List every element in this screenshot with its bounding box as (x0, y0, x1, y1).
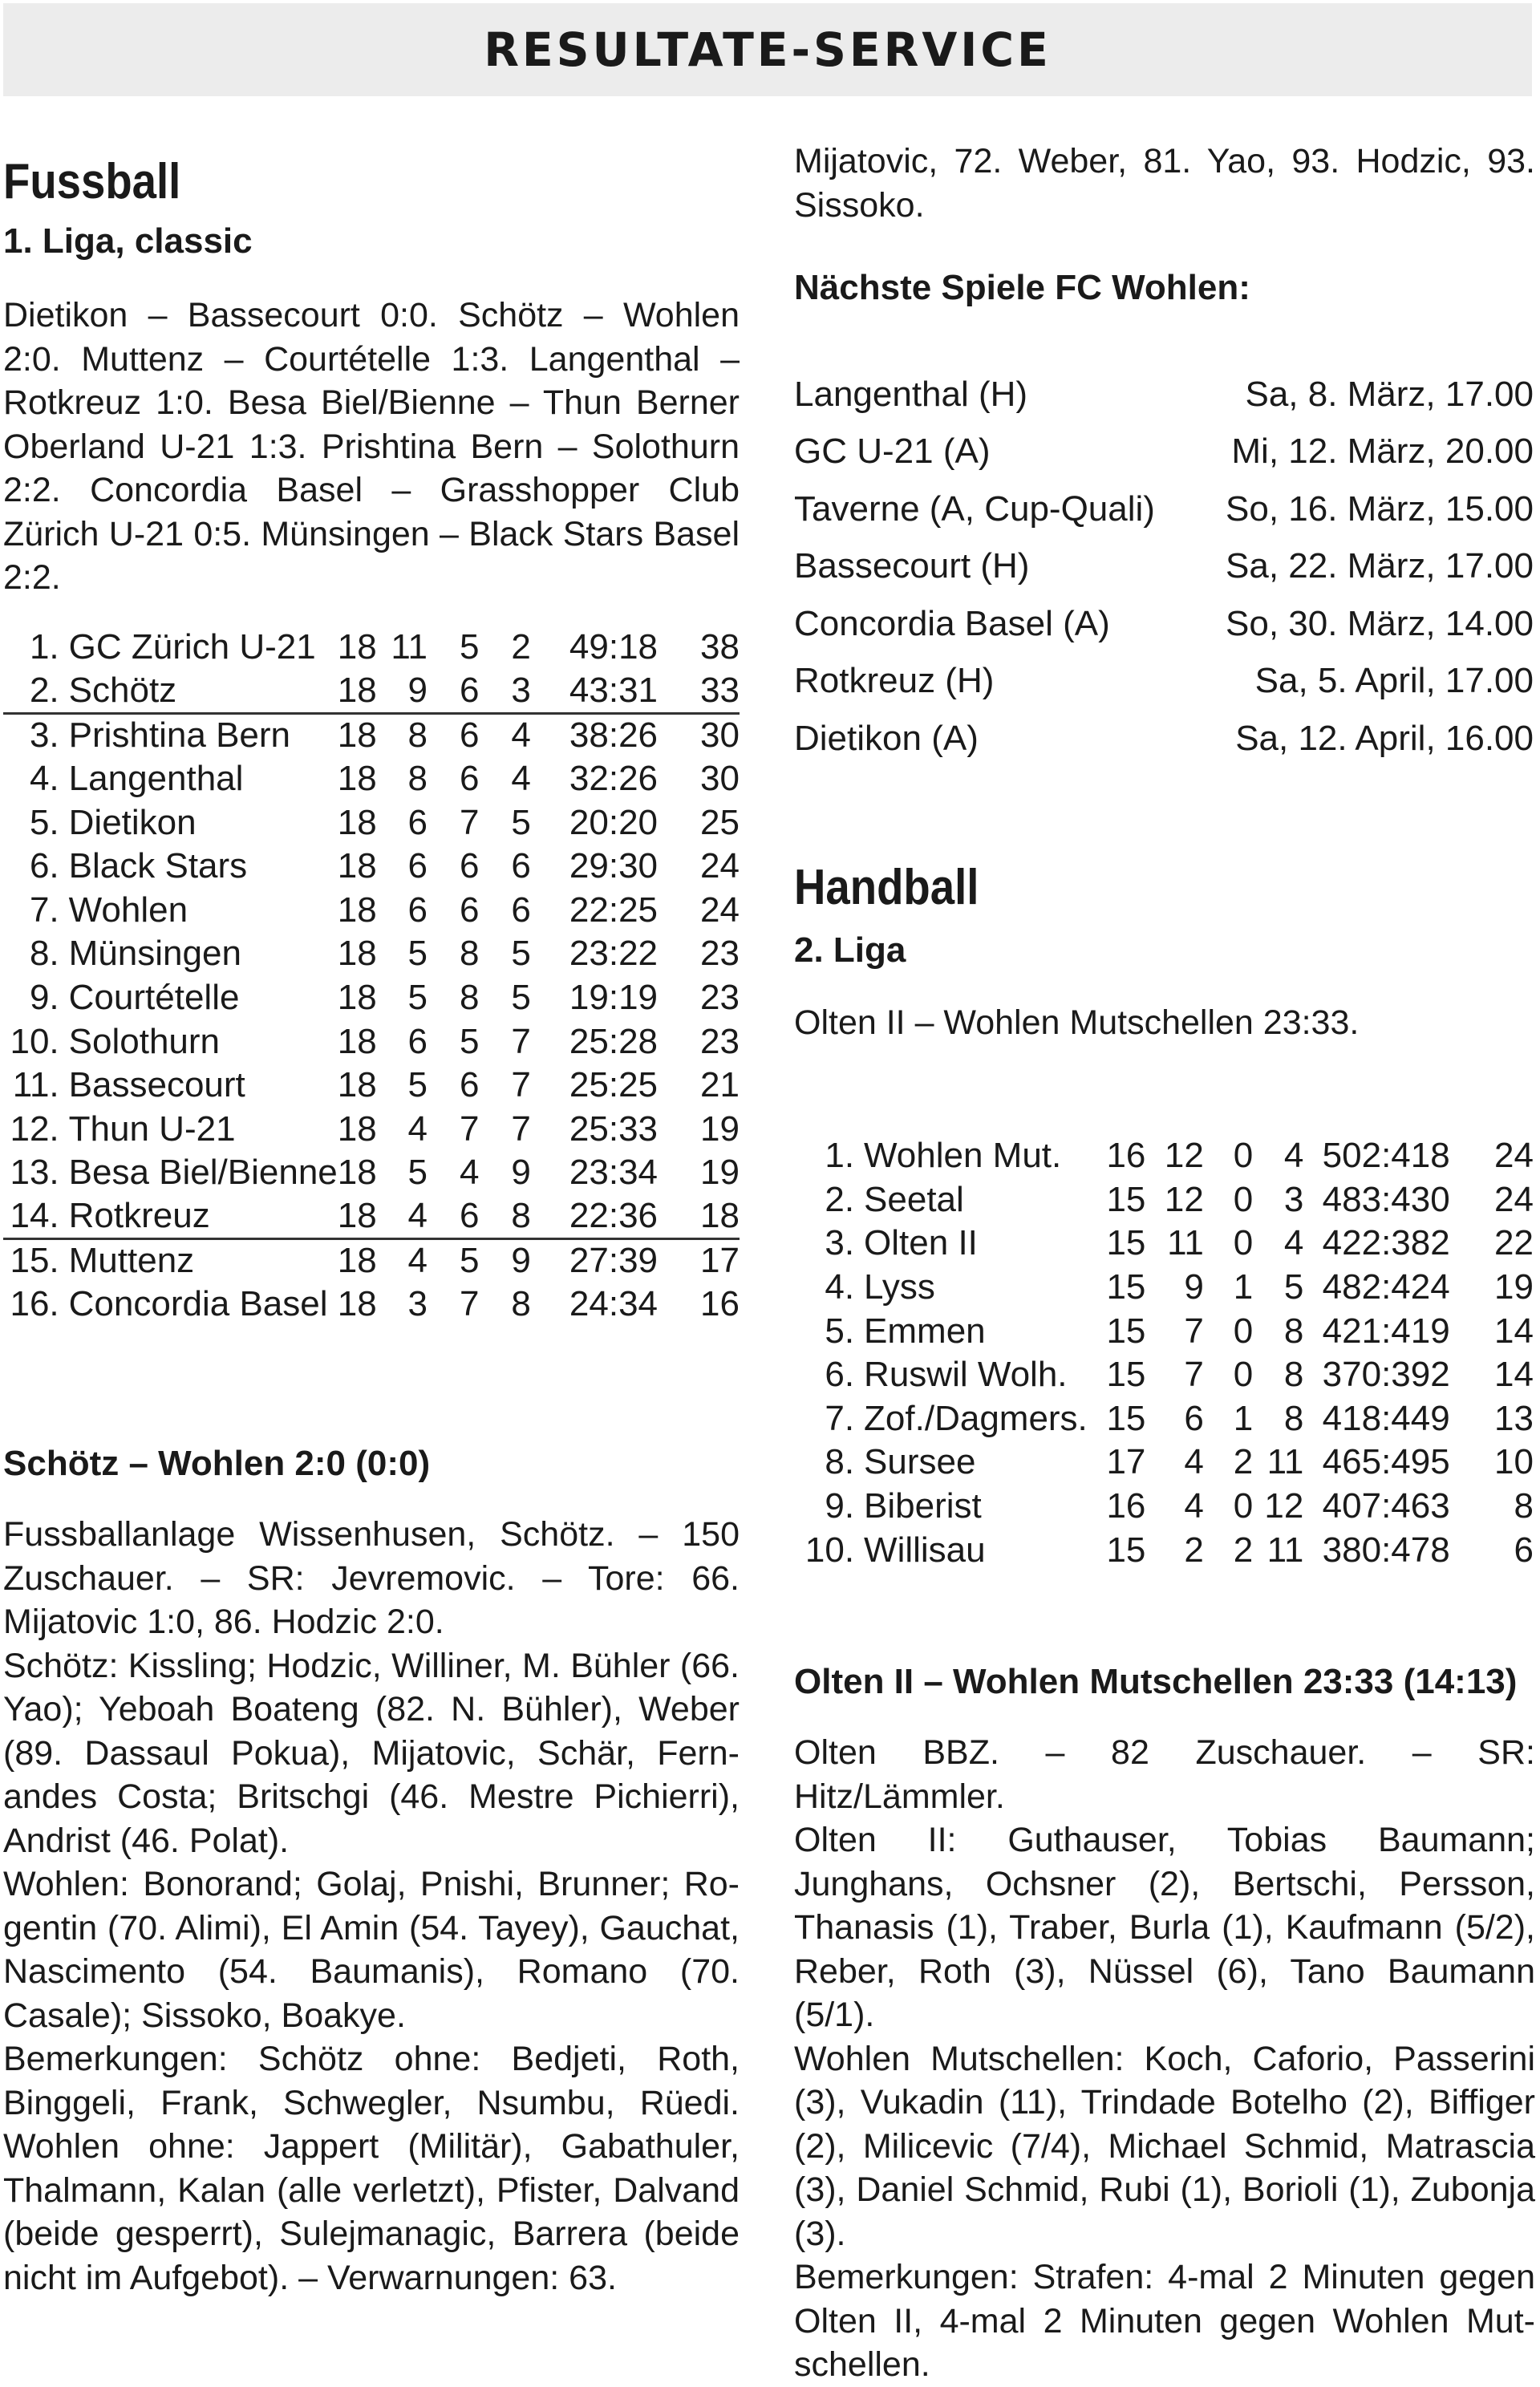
team-cell: Bassecourt (68, 1065, 245, 1105)
rank-cell: 3. (825, 1223, 855, 1263)
team-cell: Prishtina Bern (68, 715, 291, 756)
fussball-league: 1. Liga, classic (3, 221, 253, 261)
rank-cell: 6. (29, 846, 59, 886)
table-row (794, 1222, 1534, 1266)
rank-cell: 9. (29, 978, 59, 1018)
points-cell: 23 (700, 978, 740, 1018)
table-row (794, 1134, 1534, 1178)
team-cell: Seetal (864, 1179, 964, 1219)
points-cell: 14 (1494, 1311, 1534, 1351)
goals-cell: 465:495 (1322, 1442, 1450, 1482)
rank-cell: 7. (825, 1398, 855, 1438)
opponent-cell: Taverne (A, Cup-Quali) (794, 488, 1155, 529)
rank-cell: 9. (825, 1486, 855, 1526)
points-cell: 13 (1494, 1398, 1534, 1438)
played-cell: 18 (337, 759, 377, 799)
table-row (3, 889, 740, 933)
wins-cell: 6 (1184, 1398, 1204, 1438)
played-cell: 15 (1106, 1398, 1146, 1438)
losses-cell: 8 (1283, 1398, 1304, 1438)
draws-cell: 1 (1233, 1398, 1254, 1438)
team-cell: Courtételle (68, 978, 240, 1018)
wins-cell: 4 (1184, 1442, 1204, 1482)
team-cell: GC Zürich U-21 (68, 627, 316, 667)
played-cell: 18 (337, 1153, 377, 1193)
team-cell: Münsingen (68, 934, 241, 974)
team-cell: Dietikon (68, 802, 197, 842)
draws-cell: 5 (459, 1241, 480, 1281)
fussball-match-title: Schötz – Wohlen 2:0 (0:0) (3, 1444, 431, 1483)
points-cell: 10 (1494, 1442, 1534, 1482)
table-row (794, 1309, 1534, 1353)
rank-cell: 16. (10, 1284, 59, 1324)
goals-cell: 23:34 (569, 1153, 659, 1193)
draws-cell: 0 (1233, 1311, 1254, 1351)
points-cell: 18 (658, 1195, 740, 1239)
played-cell: 18 (337, 1241, 377, 1281)
draws-cell: 0 (1233, 1179, 1254, 1219)
goals-cell: 19:19 (569, 978, 659, 1018)
rank-cell: 13. (10, 1153, 59, 1193)
table-row (3, 626, 740, 670)
wins-cell: 4 (407, 1241, 428, 1281)
fussball-match-report (3, 1513, 740, 2300)
points-cell: 24 (700, 890, 740, 930)
team-cell: Lyss (864, 1267, 935, 1307)
wins-cell: 6 (407, 1021, 428, 1061)
table-row (3, 670, 740, 714)
wins-cell: 7 (1184, 1311, 1204, 1351)
goals-cell: 482:424 (1322, 1267, 1450, 1307)
draws-cell: 4 (459, 1153, 480, 1193)
played-cell: 18 (337, 715, 377, 756)
hb-venue-paragraph: Olten BBZ. – 82 Zuschauer. – SR: Hitz/Lämmler. (794, 1733, 1535, 1816)
goals-cell: 483:430 (1322, 1179, 1450, 1219)
goals-cell: 25:25 (569, 1065, 659, 1105)
date-cell: Sa, 8. März, 17.00 (1245, 374, 1534, 414)
points-cell: 24 (1494, 1136, 1534, 1176)
team-cell: Schötz (59, 670, 338, 714)
goals-cell: 421:419 (1322, 1311, 1450, 1351)
losses-cell: 4 (511, 759, 531, 799)
goals-cell: 502:418 (1322, 1136, 1450, 1176)
losses-cell: 12 (1264, 1486, 1304, 1526)
losses-cell: 11 (1266, 1530, 1304, 1570)
played-cell: 15 (1106, 1355, 1146, 1395)
played-cell: 18 (337, 846, 377, 886)
fussball-match-continuation (794, 140, 1535, 227)
table-row (794, 1353, 1534, 1397)
wins-cell: 7 (1184, 1355, 1204, 1395)
table-row (3, 1283, 740, 1327)
points-cell: 14 (1494, 1355, 1534, 1395)
points-cell: 22 (1494, 1223, 1534, 1263)
wins-cell: 5 (407, 1153, 428, 1193)
handball-results-text: Olten II – Wohlen Mutschellen 23:33. (794, 1003, 1360, 1042)
wins-cell: 6 (407, 802, 428, 842)
goals-cell: 22:36 (531, 1195, 658, 1239)
goals-cell: 25:28 (569, 1021, 659, 1061)
handball-match-title: Olten II – Wohlen Mutschellen 23:33 (14:13) (794, 1662, 1518, 1701)
wins-cell: 11 (1167, 1223, 1204, 1263)
goals-cell: 43:31 (531, 670, 658, 714)
opponent-cell: Bassecourt (H) (794, 546, 1030, 586)
points-cell: 30 (700, 759, 740, 799)
table-row (3, 713, 740, 757)
played-cell: 15 (1106, 1530, 1146, 1570)
team-cell: Wohlen (68, 890, 188, 930)
played-cell: 16 (1106, 1136, 1146, 1176)
table-row (794, 1266, 1534, 1310)
team-cell: Besa Biel/Bienne (68, 1153, 338, 1193)
team-cell: Concordia Basel (68, 1284, 328, 1324)
rank-cell: 8. (29, 934, 59, 974)
fussball-results (3, 294, 740, 600)
played-cell: 18 (337, 1284, 377, 1324)
team-cell: Zof./Dagmers. (864, 1398, 1088, 1438)
wins-cell: 9 (1184, 1267, 1204, 1307)
draws-cell: 2 (1233, 1530, 1254, 1570)
rank-cell: 5. (825, 1311, 855, 1351)
fussball-section-heading (3, 149, 740, 207)
losses-cell: 3 (1283, 1179, 1304, 1219)
fussball-title: Fussball (3, 157, 186, 207)
handball-title: Handball (794, 863, 984, 913)
losses-cell: 5 (1283, 1267, 1304, 1307)
losses-cell: 7 (511, 1021, 531, 1061)
date-cell: So, 16. März, 15.00 (1226, 488, 1534, 529)
points-cell: 38 (700, 627, 740, 667)
played-cell: 18 (337, 627, 377, 667)
goals-cell: 29:30 (569, 846, 659, 886)
points-cell: 25 (700, 802, 740, 842)
losses-cell: 11 (1266, 1442, 1304, 1482)
rank-cell: 1. (29, 627, 59, 667)
wins-cell: 5 (407, 934, 428, 974)
draws-cell: 6 (459, 890, 480, 930)
wins-cell: 6 (407, 890, 428, 930)
goals-cell: 25:33 (569, 1108, 659, 1149)
draws-cell: 5 (459, 627, 480, 667)
table-row (3, 1108, 740, 1152)
points-cell: 23 (700, 934, 740, 974)
schedule-row (794, 424, 1534, 481)
losses-cell: 4 (1283, 1223, 1304, 1263)
points-cell: 19 (700, 1108, 740, 1149)
wins-cell: 12 (1164, 1136, 1204, 1176)
page-header (3, 3, 1532, 96)
points-cell: 33 (658, 670, 740, 714)
goals-cell: 38:26 (569, 715, 659, 756)
opponent-cell: Concordia Basel (A) (794, 603, 1110, 643)
wins-cell: 8 (407, 715, 428, 756)
table-row (3, 1019, 740, 1064)
table-row (3, 845, 740, 889)
rank-cell: 7. (29, 890, 59, 930)
draws-cell: 8 (459, 978, 480, 1018)
table-row (3, 932, 740, 976)
hb-remarks-paragraph: Bemerkungen: Strafen: 4-mal 2 Minuten gegen Olten II, 4-mal 2 Minuten gegen Wohlen Mutschellen. (794, 2258, 1535, 2384)
played-cell: 18 (337, 1021, 377, 1061)
points-cell: 30 (700, 715, 740, 756)
rank-cell: 14. (3, 1195, 59, 1239)
losses-cell: 6 (511, 890, 531, 930)
points-cell: 24 (1494, 1179, 1534, 1219)
rank-cell: 10. (804, 1530, 855, 1570)
wins-cell: 4 (377, 1195, 428, 1239)
losses-cell: 6 (511, 846, 531, 886)
schedule-row (794, 653, 1534, 711)
table-row (3, 800, 740, 845)
losses-cell: 9 (511, 1241, 531, 1281)
played-cell: 18 (337, 978, 377, 1018)
fussball-standings-table (3, 626, 740, 1327)
date-cell: So, 30. März, 14.00 (1226, 603, 1534, 643)
goals-cell: 23:22 (569, 934, 659, 974)
played-cell: 15 (1106, 1267, 1146, 1307)
wins-cell: 2 (1184, 1530, 1204, 1570)
team-cell: Wohlen Mut. (864, 1136, 1062, 1176)
team-cell: Willisau (864, 1530, 986, 1570)
handball-standings-table (794, 1134, 1534, 1572)
date-cell: Sa, 12. April, 16.00 (1235, 718, 1534, 758)
goals-cell: 27:39 (569, 1241, 659, 1281)
schedule-row (794, 366, 1534, 424)
draws-cell: 7 (459, 1284, 480, 1324)
losses-cell: 3 (479, 670, 530, 714)
date-cell: Sa, 5. April, 17.00 (1254, 661, 1534, 701)
draws-cell: 7 (459, 802, 480, 842)
continuation-text: Mijatovic, 72. Weber, 81. Yao, 93. Hodzic, 93. Sissoko. (794, 142, 1535, 225)
table-row (794, 1528, 1534, 1572)
handball-section-heading (794, 855, 1534, 913)
wins-cell: 12 (1164, 1179, 1204, 1219)
team-cell: Emmen (864, 1311, 986, 1351)
wins-cell: 6 (407, 846, 428, 886)
losses-cell: 8 (1283, 1355, 1304, 1395)
draws-cell: 0 (1233, 1136, 1254, 1176)
table-row (794, 1441, 1534, 1485)
goals-cell: 370:392 (1322, 1355, 1450, 1395)
goals-cell: 22:25 (569, 890, 659, 930)
points-cell: 16 (700, 1284, 740, 1324)
losses-cell: 5 (511, 934, 531, 974)
match-venue-paragraph: Fussballanlage Wissenhusen, Schötz. – 150 Zuschauer. – SR: Jevremovic. – Tore: 66. Mijatovic 1:0, 86. Hodzic 2:0. (3, 1515, 740, 1641)
team-cell: Sursee (864, 1442, 976, 1482)
rank-cell: 2. (825, 1179, 855, 1219)
date-cell: Sa, 22. März, 17.00 (1226, 546, 1534, 586)
played-cell: 15 (1106, 1223, 1146, 1263)
points-cell: 19 (1494, 1267, 1534, 1307)
lineup-olten-paragraph: Olten II: Guthauser, Tobias Baumann; Junghans, Ochsner (2), Bertschi, Persson, Thanasis (1), Traber, Burla (1), Kaufmann (5/2), Reber, Roth (3), Nüssel (6), Tano Baumann (5/1). (794, 1821, 1535, 2034)
date-cell: Mi, 12. März, 20.00 (1231, 432, 1534, 472)
played-cell: 18 (337, 890, 377, 930)
goals-cell: 20:20 (569, 802, 659, 842)
goals-cell: 422:382 (1322, 1223, 1450, 1263)
team-cell: Rotkreuz (59, 1195, 338, 1239)
draws-cell: 0 (1233, 1355, 1254, 1395)
points-cell: 24 (700, 846, 740, 886)
rank-cell: 11. (12, 1065, 59, 1105)
table-row (3, 976, 740, 1020)
wins-cell: 5 (407, 1065, 428, 1105)
lineup-wohlen-mutschellen-paragraph: Wohlen Mutschellen: Koch, Caforio, Passerini (3), Vukadin (11), Trindade Botelho (2), Biffiger (2), Milicevic (7/4), Michael Schmid, Matrascia (3), Daniel Schmid, Rubi (1), Borioli (1), Zubonja (3). (794, 2039, 1535, 2253)
goals-cell: 380:478 (1322, 1530, 1450, 1570)
rank-cell: 8. (825, 1442, 855, 1482)
table-row (794, 1485, 1534, 1529)
rank-cell: 3. (29, 715, 59, 756)
table-row (3, 1195, 740, 1239)
points-cell: 17 (700, 1241, 740, 1281)
draws-cell: 0 (1233, 1223, 1254, 1263)
losses-cell: 7 (511, 1065, 531, 1105)
draws-cell: 7 (459, 1108, 480, 1149)
wins-cell: 8 (407, 759, 428, 799)
goals-cell: 418:449 (1322, 1398, 1450, 1438)
rank-cell: 1. (825, 1136, 855, 1176)
handball-results (794, 1001, 1535, 1045)
team-cell: Ruswil Wolh. (864, 1355, 1068, 1395)
draws-cell: 6 (459, 759, 480, 799)
losses-cell: 9 (511, 1153, 531, 1193)
draws-cell: 6 (428, 1195, 479, 1239)
draws-cell: 6 (459, 846, 480, 886)
next-games-schedule (794, 366, 1534, 768)
next-games-title: Nächste Spiele FC Wohlen: (794, 268, 1250, 307)
draws-cell: 6 (459, 715, 480, 756)
draws-cell: 0 (1233, 1486, 1254, 1526)
rank-cell: 2. (3, 670, 59, 714)
played-cell: 18 (338, 1195, 377, 1239)
points-cell: 8 (1514, 1486, 1534, 1526)
goals-cell: 49:18 (569, 627, 659, 667)
played-cell: 15 (1106, 1179, 1146, 1219)
losses-cell: 8 (1283, 1311, 1304, 1351)
fussball-results-text: Dietikon – Bassecourt 0:0. Schötz – Wohlen 2:0. Muttenz – Courtételle 1:3. Langenthal – Rotkreuz 1:0. Besa Biel/Bienne – Thun Berner Oberland U-21 1:3. Prishtina Bern – Solothurn 2:2. Concordia Basel – Grasshopper Club Zürich U-21 0:5. Münsingen – Black Stars Basel 2:2. (3, 296, 740, 597)
points-cell: 19 (700, 1153, 740, 1193)
points-cell: 23 (700, 1021, 740, 1061)
table-row (3, 757, 740, 801)
goals-cell: 24:34 (569, 1284, 659, 1324)
losses-cell: 5 (511, 802, 531, 842)
opponent-cell: GC U-21 (A) (794, 432, 991, 472)
handball-league: 2. Liga (794, 930, 906, 970)
team-cell: Solothurn (68, 1021, 221, 1061)
wins-cell: 11 (391, 627, 428, 667)
rank-cell: 4. (825, 1267, 855, 1307)
wins-cell: 4 (407, 1108, 428, 1149)
rank-cell: 4. (29, 759, 59, 799)
page-title: RESULTATE-SERVICE (484, 22, 1052, 77)
table-row (3, 1238, 740, 1283)
goals-cell: 32:26 (569, 759, 659, 799)
team-cell: Olten II (864, 1223, 978, 1263)
schedule-row (794, 710, 1534, 768)
losses-cell: 5 (511, 978, 531, 1018)
draws-cell: 8 (459, 934, 480, 974)
draws-cell: 6 (428, 670, 479, 714)
opponent-cell: Dietikon (A) (794, 718, 979, 758)
rank-cell: 10. (10, 1021, 59, 1061)
draws-cell: 1 (1233, 1267, 1254, 1307)
rank-cell: 12. (10, 1108, 59, 1149)
table-row (3, 1151, 740, 1195)
played-cell: 16 (1106, 1486, 1146, 1526)
played-cell: 18 (338, 670, 377, 714)
draws-cell: 5 (459, 1021, 480, 1061)
table-row (794, 1178, 1534, 1222)
wins-cell: 4 (1184, 1486, 1204, 1526)
team-cell: Black Stars (68, 846, 248, 886)
schedule-row (794, 480, 1534, 538)
wins-cell: 9 (377, 670, 428, 714)
points-cell: 6 (1514, 1530, 1534, 1570)
team-cell: Thun U-21 (68, 1108, 236, 1149)
rank-cell: 5. (29, 802, 59, 842)
losses-cell: 8 (511, 1284, 531, 1324)
losses-cell: 7 (511, 1108, 531, 1149)
team-cell: Biberist (864, 1486, 982, 1526)
opponent-cell: Langenthal (H) (794, 374, 1028, 414)
wins-cell: 3 (407, 1284, 428, 1324)
played-cell: 18 (337, 1108, 377, 1149)
wins-cell: 5 (407, 978, 428, 1018)
lineup-wohlen-paragraph: Wohlen: Bonorand; Golaj, Pnishi, Brunner; Rogentin (70. Alimi), El Amin (54. Tayey), Gauchat, Nascimento (54. Baumanis), Romano (70. Casale); Sissoko, Boakye. (3, 1865, 740, 2035)
lineup-schoetz-paragraph: Schötz: Kissling; Hodzic, Williner, M. Bühler (66. Yao); Yeboah Boateng (82. N. Bühler), Weber (89. Dassaul Pokua), Mijatovic, Schär, Fernandes Costa; Britschgi (46. Mestre Pichierri), Andrist (46. Polat). (3, 1646, 740, 1860)
draws-cell: 6 (459, 1065, 480, 1105)
played-cell: 18 (337, 934, 377, 974)
losses-cell: 4 (511, 715, 531, 756)
schedule-row (794, 595, 1534, 653)
table-row (3, 1064, 740, 1108)
losses-cell: 4 (1283, 1136, 1304, 1176)
losses-cell: 2 (511, 627, 531, 667)
played-cell: 17 (1106, 1442, 1146, 1482)
played-cell: 18 (337, 1065, 377, 1105)
rank-cell: 6. (825, 1355, 855, 1395)
points-cell: 21 (700, 1065, 740, 1105)
match-remarks-paragraph: Bemerkungen: Schötz ohne: Bedjeti, Roth, Binggeli, Frank, Schwegler, Nsumbu, Rüedi. Wohlen ohne: Jappert (Militär), Gabathuler, Thalmann, Kalan (alle verletzt), Pfister, Dalvand (beide gesperrt), Sulejmanagic, Barrera (beide nicht im Aufgebot). – Verwarnungen: 63. (3, 2040, 740, 2297)
goals-cell: 407:463 (1322, 1486, 1450, 1526)
losses-cell: 8 (479, 1195, 530, 1239)
schedule-row (794, 538, 1534, 596)
opponent-cell: Rotkreuz (H) (794, 661, 995, 701)
handball-match-report (794, 1731, 1535, 2387)
played-cell: 15 (1106, 1311, 1146, 1351)
team-cell: Muttenz (68, 1241, 195, 1281)
team-cell: Langenthal (68, 759, 244, 799)
played-cell: 18 (337, 802, 377, 842)
rank-cell: 15. (10, 1241, 59, 1281)
draws-cell: 2 (1233, 1442, 1254, 1482)
table-row (794, 1397, 1534, 1441)
